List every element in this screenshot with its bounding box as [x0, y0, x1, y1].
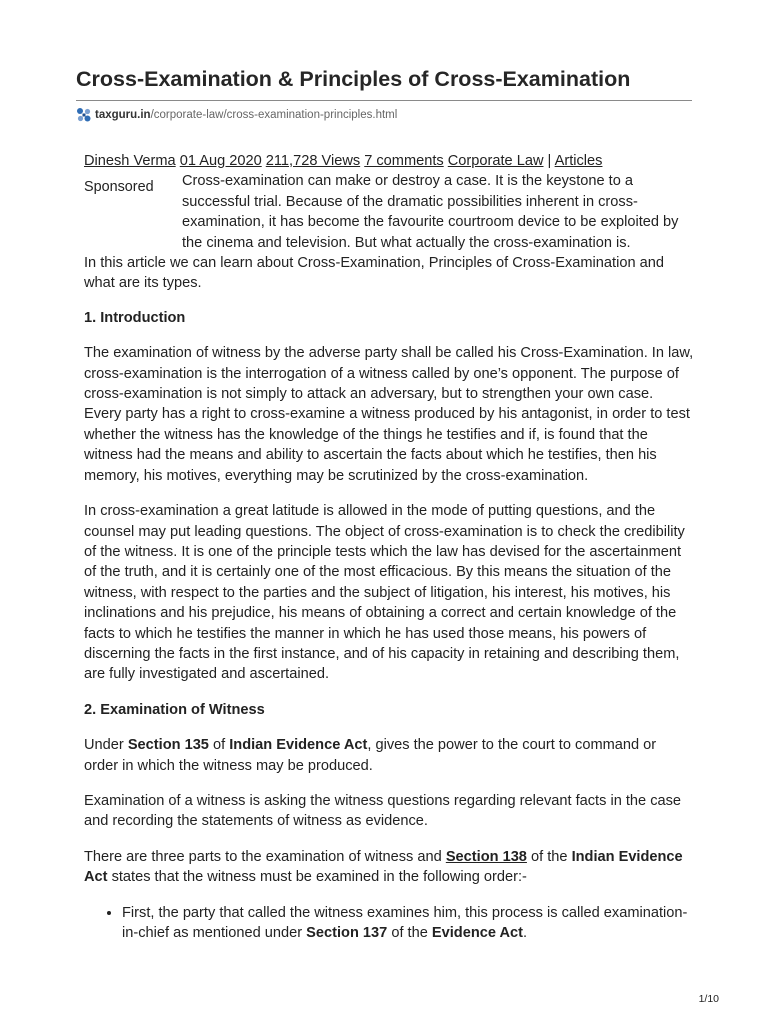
text-run: of the	[526, 848, 572, 865]
meta-separator: |	[543, 153, 555, 169]
introduction-paragraph-1: The examination of witness by the adverse party shall be called his Cross-Examination. In law, cross-examination is the interrogation of a witness called by one’s opponent. The purpose of cross-examination is not simply to attack an adversary, but to strengthen your own case. Every party has a right to cross-examine a witness produced by his antagonist, in order to test whether the witness has the knowledge of the things he testifies and if, is found that the witness had the means and ability to ascertain the facts about which he testifies, then his memory, his motives, everything may be scrutinized by the cross-examination.	[84, 345, 694, 484]
views-link[interactable]: 211,728 Views	[265, 153, 361, 169]
title-divider	[76, 100, 692, 101]
source-domain: taxguru.in	[95, 109, 151, 121]
author-link[interactable]: Dinesh Verma	[84, 153, 176, 169]
text-run: There are three parts to the examination of witness and	[84, 848, 446, 865]
taxguru-favicon-icon	[76, 107, 92, 123]
text-run: of the	[387, 925, 432, 941]
page-number: 1/10	[698, 993, 719, 1005]
section-heading-introduction: 1. Introduction	[84, 309, 186, 326]
text-run: states that the witness must be examined in the following order:-	[107, 869, 527, 886]
list-item	[122, 903, 694, 944]
sponsored-label: Sponsored	[84, 179, 154, 196]
indian-evidence-act-ref: Indian Evidence Act	[84, 848, 683, 886]
text-run: , gives the power to the court to command or order in which the witness may be produced.	[84, 737, 657, 774]
intro-continuation: In this article we can learn about Cross-Examination, Principles of Cross-Examination and what are its types.	[84, 255, 664, 292]
source-path: /corporate-law/cross-examination-principles.html	[150, 109, 398, 121]
text-run: Under	[84, 737, 128, 754]
introduction-paragraph-2: In cross-examination a great latitude is allowed in the mode of putting questions, and the counsel may put leading questions. The object of cross-examination is to check the credibility of the witness. It is one of the principle tests which the law has devised for the ascertainment of the truth, and it is certainly one of the most efficacious. By this means the situation of the witness, with respect to the parties and the subject of litigation, his interest, his motives, his inclinations and his prejudice, his means of obtaining a correct and certain knowledge of the facts to which he testifies the manner in which he has used those means, his powers of discerning the facts in the first instance, and of his capacity in retaining and describing them, are fully investigated and ascertained.	[84, 503, 685, 683]
indian-evidence-act-ref: Indian Evidence Act	[229, 737, 368, 754]
examination-paragraph-2: Examination of a witness is asking the witness questions regarding relevant facts in the case and recording the statements of witness as evidence.	[84, 792, 682, 830]
article-body	[84, 151, 694, 943]
examination-paragraph-1	[84, 735, 694, 776]
evidence-act-ref: Evidence Act	[431, 925, 524, 941]
examination-order-list	[84, 903, 694, 944]
intro-block	[84, 171, 694, 253]
section-138-link[interactable]: Section 138	[445, 848, 527, 865]
section-link[interactable]: Articles	[554, 153, 603, 169]
date-link[interactable]: 01 Aug 2020	[179, 153, 262, 169]
text-run: First, the party that called the witness examines him, this process is called examination-in-chief as mentioned under	[122, 904, 688, 941]
text-run: .	[523, 925, 528, 941]
article-meta	[84, 151, 694, 171]
text-run: of	[208, 737, 230, 754]
section-heading-examination-of-witness: 2. Examination of Witness	[84, 701, 265, 718]
comments-link[interactable]: 7 comments	[364, 153, 444, 169]
intro-lead: Cross-examination can make or destroy a case. It is the keystone to a successful trial. Because of the dramatic possibilities inherent in cross-examination, it has become the favourite courtroom device to be exploited by the cinema and television. But what actually the cross-examination is.	[182, 173, 679, 251]
section-135-ref: Section 135	[127, 737, 209, 754]
examination-paragraph-3	[84, 847, 694, 888]
page-title: Cross-Examination & Principles of Cross-Examination	[76, 67, 631, 91]
section-137-ref: Section 137	[306, 925, 388, 941]
category-link[interactable]: Corporate Law	[447, 153, 544, 169]
source-url[interactable]	[76, 106, 397, 124]
